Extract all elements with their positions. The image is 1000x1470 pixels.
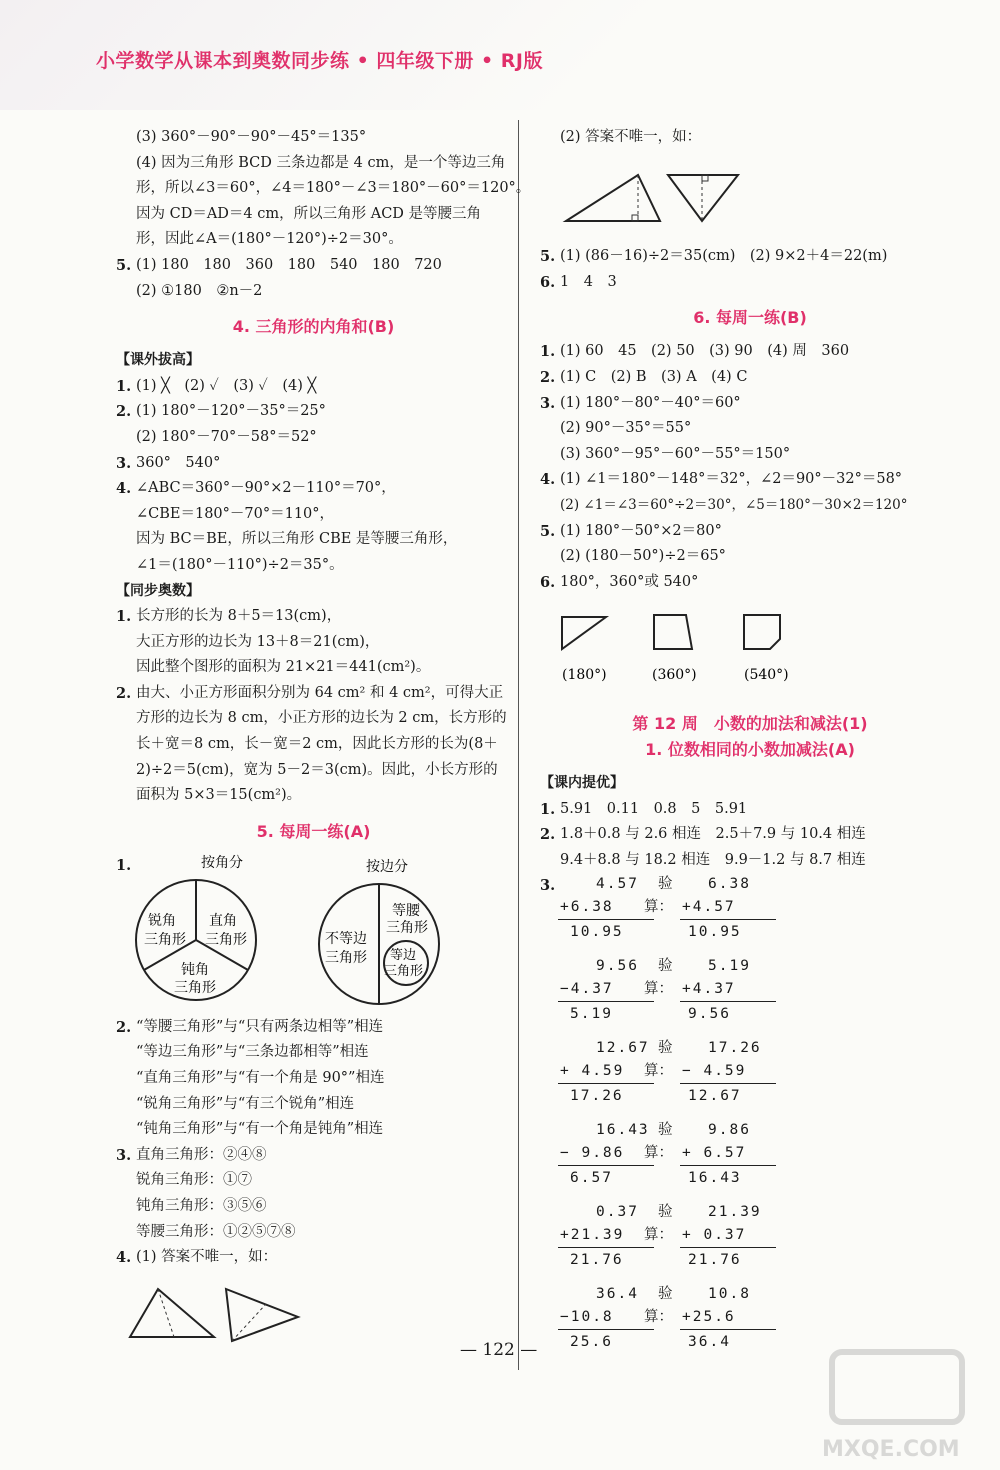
answer-text: “锐角三角形”与“有三个锐角”相连 [136,1095,355,1112]
calc-operand: 16.43 [596,1122,650,1139]
check-operand: 21.39 [708,1204,762,1221]
calc-operand: +6.38 [560,899,614,916]
pie-label: 不等边 [325,930,367,947]
pie-title-by-side: 按边分 [366,858,408,875]
calc-block [540,1119,960,1201]
text-line: (4) 因为三角形 BCD 三条边都是 4 cm，是一个等边三角 [136,154,506,171]
question-number: 3. [540,394,556,412]
pie-label: 等腰 [392,902,420,919]
pie-label: 三角形 [174,979,216,996]
check-operand: + 6.57 [682,1145,747,1162]
section-title: 1. 位数相同的小数加减法(A) [645,739,855,759]
pentagon-shape [744,615,780,649]
calc-underline [558,1165,654,1166]
question-number: 6. [540,273,556,291]
calc-operand: −4.37 [560,981,614,998]
answer-text: (1) 180°－50°×2＝80° [560,522,722,539]
answer-text: 由大、小正方形面积分别为 64 cm² 和 4 cm²，可得大正 [136,684,504,701]
check-label: 算： [644,981,673,998]
check-operand: +4.57 [682,899,736,916]
question-number: 3. [116,1146,132,1164]
answer-text: “等腰三角形”与“只有两条边相等”相连 [136,1018,384,1035]
calc-block [540,955,960,1037]
calc-underline [680,1329,776,1330]
text-line: 形，因此∠A＝(180°－120°)÷2＝30°。 [136,231,403,248]
calc-operand: 9.56 [596,958,639,975]
check-operand: 17.26 [708,1040,762,1057]
shape-label: (180°) [562,667,607,684]
answer-text: 方形的边长为 8 cm，小正方形的边长为 2 cm，长方形的 [136,710,507,727]
calc-block [540,1201,960,1283]
calc-underline [680,919,776,920]
check-label: 算： [644,1063,673,1080]
check-label: 验 [658,958,673,975]
text-line: 因为 CD＝AD＝4 cm，所以三角形 ACD 是等腰三角 [136,205,482,222]
watermark-icon [822,1342,972,1432]
check-label: 验 [658,1286,673,1303]
question-number: 1. [116,856,132,874]
calc-operand: +21.39 [560,1227,625,1244]
answer-text: 面积为 5×3＝15(cm²)。 [136,787,302,804]
watermark-logo [822,1342,972,1462]
column-divider [518,120,519,1370]
question-number: 1. [540,343,556,361]
answer-text: 360° 540° [136,454,221,471]
question-number: 3. [116,454,132,472]
section-title: 5. 每周一练(A) [256,821,371,841]
check-result: 12.67 [688,1088,742,1105]
answer-text: 9.4＋8.8 与 18.2 相连 9.9－1.2 与 8.7 相连 [560,851,866,868]
calc-underline [680,1247,776,1248]
question-number: 1. [116,608,132,626]
check-operand: + 0.37 [682,1227,747,1244]
calc-underline [558,1329,654,1330]
answer-text: 2)÷2＝5(cm)，宽为 5－2＝3(cm)。因此，小长方形的 [136,761,498,778]
answer-text: (1) 180°－120°－35°＝25° [136,403,326,420]
classification-pies [116,853,511,1005]
calc-operand: 12.67 [596,1040,650,1057]
question-number: 2. [116,1018,132,1036]
calc-block [540,873,960,955]
answer-text: (2) 90°－35°＝55° [560,420,692,437]
answer-text: (1) C (2) B (3) A (4) C [560,368,748,385]
pie-label: 钝角 [181,961,209,978]
calc-underline [680,1083,776,1084]
calc-underline [680,1001,776,1002]
question-number: 1. [116,377,132,395]
answer-text: 长＋宽＝8 cm，长－宽＝2 cm，因此长方形的长为(8＋ [136,736,498,753]
check-result: 10.95 [688,924,742,941]
pie-label: 三角形 [205,931,247,948]
triangle-shape [562,617,606,649]
calc-underline [558,919,654,920]
text-line: 形，所以∠3＝60°，∠4＝180°－∠3＝180°－60°＝120°。 [136,180,531,197]
page-header [0,0,1000,110]
pie-label: 三角形 [144,931,186,948]
calc-result: 6.57 [570,1170,613,1187]
question-number: 5. [116,256,132,274]
book-title: 小学数学从课本到奥数同步练 • 四年级下册 • RJ版 [96,50,543,72]
watermark-text: MXQE.COM [822,1437,960,1462]
answer-text: 1.8＋0.8 与 2.6 相连 2.5＋7.9 与 10.4 相连 [560,826,866,843]
answer-text: ∠ABC＝360°－90°×2－110°＝70°， [136,480,396,497]
calc-operand: −10.8 [560,1309,614,1326]
check-label: 验 [658,1040,673,1057]
section-title: 6. 每周一练(B) [693,308,807,328]
question-number: 5. [540,522,556,540]
answer-text: (1) ∠1＝180°－148°＝32°，∠2＝90°－32°＝58° [560,471,903,488]
check-label: 验 [658,1204,673,1221]
calc-underline [558,1001,654,1002]
question-number: 2. [540,826,556,844]
answer-text: (2) 180°－70°－58°＝52° [136,428,317,445]
check-label: 算： [644,1309,673,1326]
check-result: 36.4 [688,1334,731,1351]
subsection-heading: 【课内提优】 [540,774,624,791]
question-number: 1. [540,800,556,818]
calc-block [540,1037,960,1119]
triangle-shape [226,1289,298,1341]
check-label: 算： [644,899,673,916]
calc-operand: + 4.59 [560,1063,625,1080]
answer-text: (2) 答案不唯一，如： [560,129,702,145]
pie-title-by-angle: 按角分 [201,854,243,871]
question-number: 4. [116,1249,132,1267]
answer-text: (2) (180－50°)÷2＝65° [560,548,726,565]
pie-label: 等边 [390,947,417,963]
answer-text: 1 4 3 [560,273,617,290]
page-number: — 122 — [460,1340,538,1360]
answer-text: 钝角三角形：③⑤⑥ [136,1198,267,1214]
pie-label: 三角形 [386,919,428,936]
calc-result: 10.95 [570,924,624,941]
check-operand: +4.37 [682,981,736,998]
calc-underline [680,1165,776,1166]
right-column [540,125,960,1365]
calc-list [540,873,960,1365]
triangle-shape [668,175,738,221]
calc-result: 5.19 [570,1006,613,1023]
left-column [116,125,531,1356]
calc-result: 25.6 [570,1334,613,1351]
shape-label: (540°) [744,667,789,684]
pie-label: 三角形 [325,949,367,966]
answer-text: 5.91 0.11 0.8 5 5.91 [560,800,748,817]
check-result: 21.76 [688,1252,742,1269]
answer-text: 大正方形的边长为 13＋8＝21(cm)， [136,633,380,650]
check-operand: 5.19 [708,958,751,975]
pie-label: 直角 [209,912,237,929]
shape-label: (360°) [652,667,697,684]
answer-text: (1) 60 45 (2) 50 (3) 90 (4) 周 360 [560,343,850,360]
answer-text: “等边三角形”与“三条边都相等”相连 [136,1044,369,1061]
calc-operand: 0.37 [596,1204,639,1221]
check-label: 算： [644,1227,673,1244]
vertical-calculations [540,873,960,1365]
calc-operand: 36.4 [596,1286,639,1303]
question-number: 2. [540,368,556,386]
polygon-drawings [540,601,960,691]
answer-text: (1) (86－16)÷2＝35(cm) (2) 9×2＋4＝22(m) [560,248,888,265]
question-number: 3. [540,877,556,895]
quadrilateral-shape [654,615,692,649]
question-number: 2. [116,403,132,421]
check-label: 验 [658,876,673,893]
answer-text: 因此整个图形的面积为 21×21＝441(cm²)。 [136,659,431,676]
answer-text: 锐角三角形：①⑦ [136,1172,252,1189]
text-line: (3) 360°－90°－90°－45°＝135° [136,129,367,145]
answer-text: (3) 360°－95°－60°－55°＝150° [560,445,791,462]
answer-5-part1: 5. (1) 180 180 360 180 540 180 720 [116,253,511,279]
check-label: 算： [644,1145,673,1162]
answer-text: (2) ∠1＝∠3＝60°÷2＝30°，∠5＝180°－30×2＝120° [560,496,908,513]
answer-5-part2: (2) ①180 ②n－2 [136,282,263,299]
calc-underline [558,1083,654,1084]
calc-operand: 4.57 [596,876,639,893]
answer-text: ∠CBE＝180°－70°＝110°， [136,505,335,522]
answer-text: (1) 答案不唯一，如： [136,1249,278,1266]
answer-text: 等腰三角形：①②⑤⑦⑧ [136,1223,296,1240]
triangle-drawings [116,1277,511,1347]
answer-text: (1) ╳ (2) ✓ (3) ✓ (4) ╳ [136,377,317,394]
subsection-heading: 【同步奥数】 [116,582,200,599]
check-label: 验 [658,1122,673,1139]
answer-text: 长方形的长为 8＋5＝13(cm)， [136,608,342,625]
calc-underline [558,1247,654,1248]
answer-text: “直角三角形”与“有一个角是 90°”相连 [136,1070,385,1087]
check-result: 16.43 [688,1170,742,1187]
check-operand: 10.8 [708,1286,751,1303]
check-operand: 9.86 [708,1122,751,1139]
answer-text: (1) 180°－80°－40°＝60° [560,394,741,411]
calc-operand: − 9.86 [560,1145,625,1162]
pie-label: 三角形 [384,963,424,979]
subsection-heading: 【课外拔高】 [116,352,200,369]
question-number: 2. [116,684,132,702]
check-result: 9.56 [688,1006,731,1023]
question-number: 4. [116,480,132,498]
answer-text: 180°，360°或 540° [560,573,699,590]
question-number: 4. [540,471,556,489]
check-operand: − 4.59 [682,1063,747,1080]
answer-text: 因为 BC＝BE，所以三角形 CBE 是等腰三角形， [136,531,458,548]
question-number: 6. [540,573,556,591]
question-number: 5. [540,248,556,266]
calc-result: 17.26 [570,1088,624,1105]
answer-text: ∠1＝(180°－110°)÷2＝35°。 [136,556,344,573]
pie-diagrams [116,853,511,1005]
pie-label: 锐角 [148,912,176,929]
calc-result: 21.76 [570,1252,624,1269]
triangle-shape [566,175,660,221]
check-operand: 6.38 [708,876,751,893]
triangle-drawings [540,159,960,235]
answer-text: 直角三角形：②④⑧ [136,1146,267,1163]
check-operand: +25.6 [682,1309,736,1326]
section-title: 4. 三角形的内角和(B) [232,317,395,337]
week-title: 第 12 周 小数的加法和减法(1) [632,713,868,733]
answer-text: “钝角三角形”与“有一个角是钝角”相连 [136,1121,384,1138]
